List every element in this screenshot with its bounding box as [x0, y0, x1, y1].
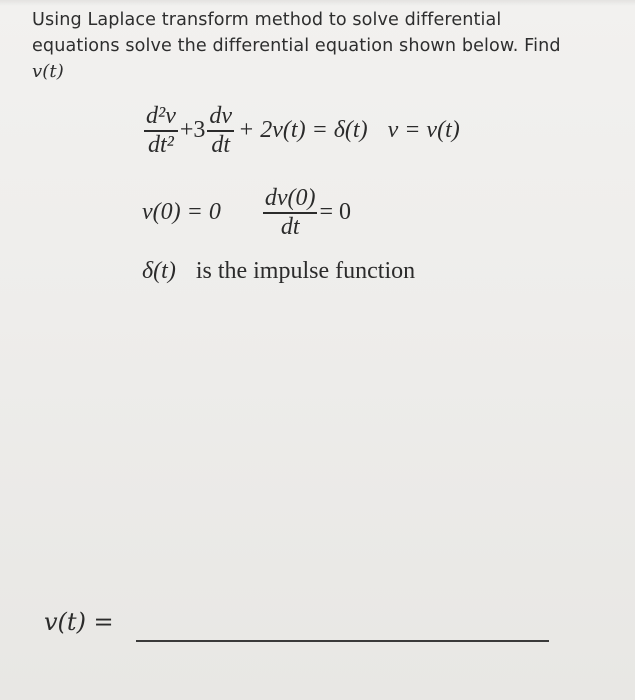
initial-condition-v0: v(0) = 0: [142, 199, 221, 226]
impulse-note: [142, 258, 415, 285]
ode-equation: [142, 104, 460, 158]
coefficient-plus-three: +3: [179, 117, 206, 144]
answer-blank-line[interactable]: [136, 640, 549, 642]
initial-conditions: [142, 186, 351, 240]
delta-function: δ(t): [142, 258, 176, 284]
top-shadow: [0, 0, 635, 6]
initial-derivative-rhs: = 0: [319, 199, 352, 226]
first-derivative-fraction: [207, 104, 234, 158]
second-derivative-fraction: [144, 104, 178, 158]
initial-derivative-numerator: dv(0): [264, 185, 316, 211]
answer-label: [44, 608, 114, 636]
problem-statement: [32, 7, 617, 85]
problem-line-3-variable: v(t): [32, 61, 64, 82]
ode-rhs: + 2v(t) = δ(t): [238, 117, 368, 144]
first-derivative-numerator: dv: [209, 103, 233, 129]
answer-label-text: v(t) =: [44, 608, 114, 636]
problem-line-2: equations solve the differential equation shown below. Find: [32, 36, 561, 56]
initial-derivative-denominator: dt: [280, 213, 300, 240]
impulse-note-text: is the impulse function: [195, 258, 416, 284]
equation-block: [142, 104, 602, 304]
second-derivative-numerator: d²v: [146, 103, 176, 129]
second-derivative-denominator: dt²: [147, 131, 174, 158]
variable-definition: v = v(t): [387, 117, 460, 144]
initial-derivative-fraction: [263, 186, 318, 240]
problem-line-1: Using Laplace transform method to solve differential: [32, 10, 502, 30]
first-derivative-denominator: dt: [211, 131, 231, 158]
